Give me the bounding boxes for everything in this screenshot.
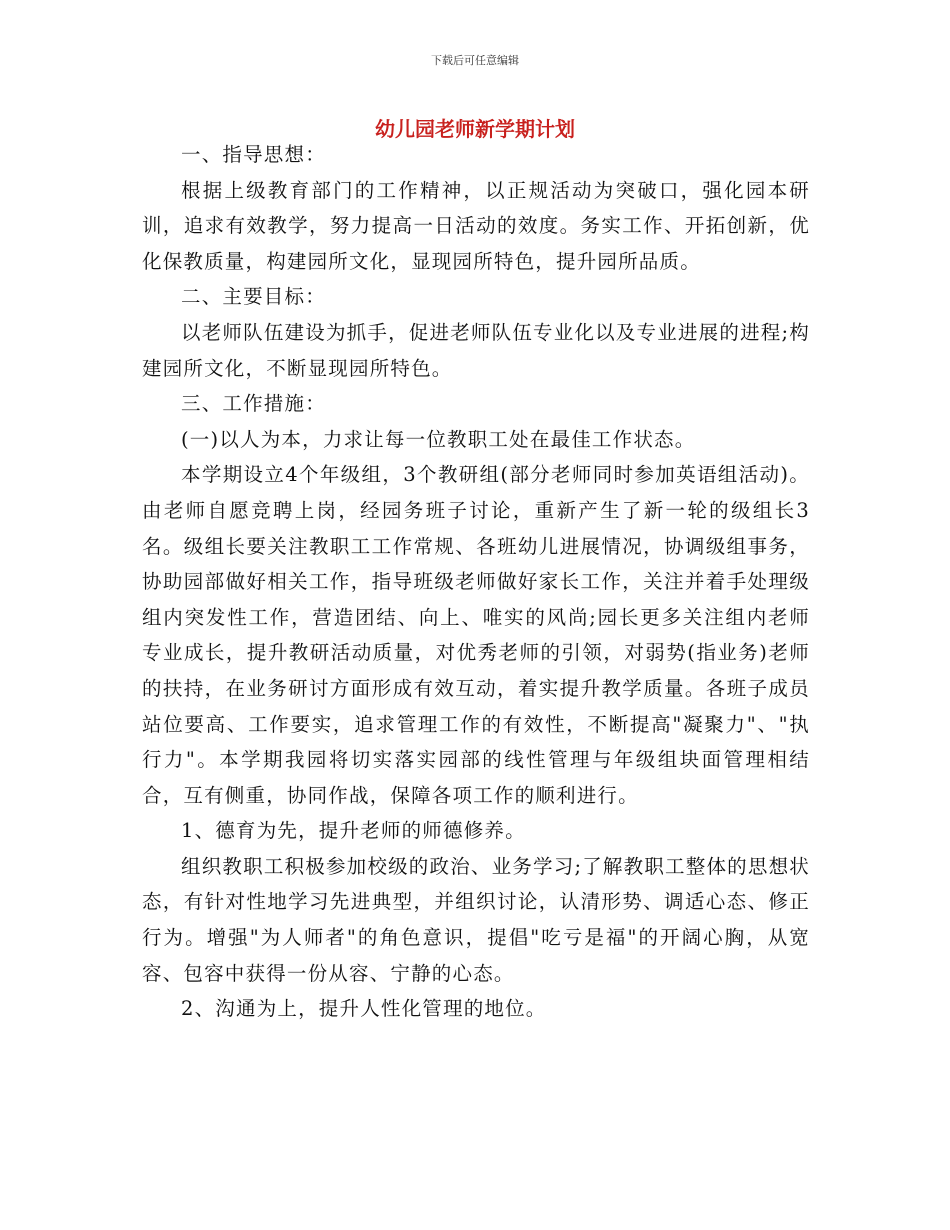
subsection-heading: (一)以人为本，力求让每一位教职工处在最佳工作状态。 — [181, 427, 696, 451]
section-heading-work-measures: 三、工作措施： — [181, 392, 326, 416]
document-title: 幼儿园老师新学期计划 — [375, 117, 575, 141]
section-heading-main-goals: 二、主要目标： — [181, 285, 326, 309]
section-heading-guiding-thought: 一、指导思想： — [181, 143, 326, 166]
download-note: 下载后可任意编辑 — [431, 54, 519, 67]
paragraph: 以老师队伍建设为抓手，促进老师队伍专业化以及专业进展的进程;构建园所文化，不断显现园所特色。 — [142, 320, 810, 380]
paragraph: 组织教职工积极参加校级的政治、业务学习;了解教职工整体的思想状态，有针对性地学习先进典型，并组织讨论，认清形势、调适心态、修正行为。增强"为人师者"的角色意识，提倡"吃亏是福"的开阔心胸，从宽容、包容中获得一份从容、宁静的心态。 — [142, 854, 810, 985]
subsection-heading: 2、沟通为上，提升人性化管理的地位。 — [181, 997, 547, 1021]
subsection-heading: 1、德育为先，提升老师的师德修养。 — [181, 819, 526, 843]
paragraph: 本学期设立4个年级组，3个教研组(部分老师同时参加英语组活动)。由老师自愿竞聘上岗，经园务班子讨论，重新产生了新一轮的级组长3名。级组长要关注教职工工作常规、各班幼儿进展情况，协调级组事务，协助园部做好相关工作，指导班级老师做好家长工作，关注并着手处理级组内突发性工作，营造团结、向上、唯实的风尚;园长更多关注组内老师专业成长，提升教研活动质量，对优秀老师的引领，对弱势(指业务)老师的扶持，在业务研讨方面形成有效互动，着实提升教学质量。各班子成员站位要高、工作要实，追求管理工作的有效性，不断提高"凝聚力"、"执行力"。本学期我园将切实落实园部的线性管理与年级组块面管理相结合，互有侧重，协同作战，保障各项工作的顺利进行。 — [142, 463, 810, 807]
paragraph: 根据上级教育部门的工作精神，以正规活动为突破口，强化园本研训，追求有效教学，努力提高一日活动的效度。务实工作、开拓创新，优化保教质量，构建园所文化，显现园所特色，提升园所品质。 — [142, 178, 810, 273]
document-body — [142, 137, 810, 1027]
